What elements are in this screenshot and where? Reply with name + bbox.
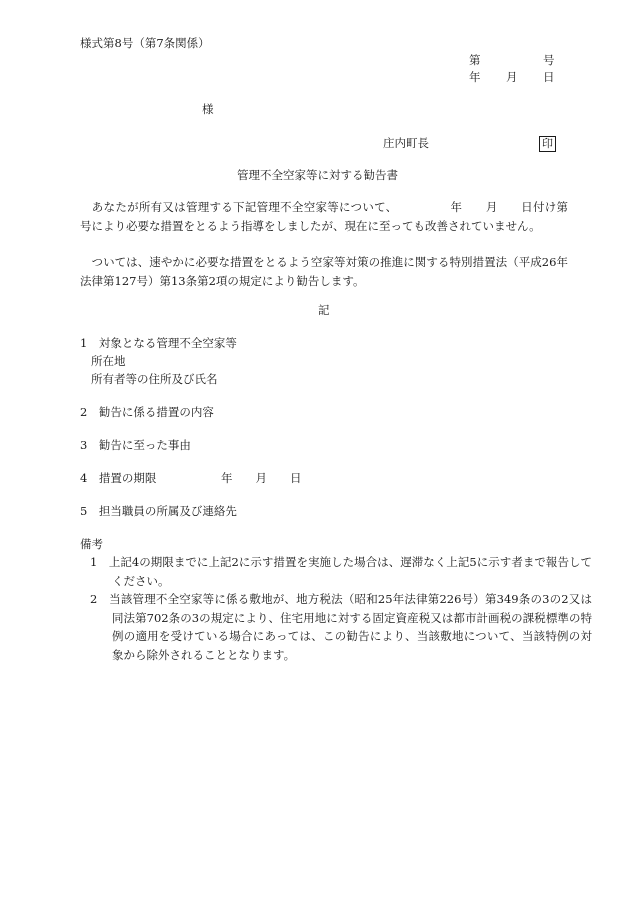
item-1: 1 対象となる管理不全空家等 — [80, 336, 237, 350]
date-day: 日 — [543, 70, 555, 84]
note-2: 2 当該管理不全空家等に係る敷地が、地方税法（昭和25年法律第226号）第349条の3の2又は同法第702条の3の規定により、住宅用地に対する固定資産税又は都市計画税の課税標準の特例の適用を受けている場合にあっては、この勧告により、当該敷地について、当該特例の対象から除外されることとなります。 — [90, 592, 592, 662]
body-paragraph-1-text: あなたが所有又は管理する下記管理不全空家等について、 年 月 日付け第 号により必要な措置をとるよう指導をしましたが、現在に至っても改善されていません。 — [80, 200, 591, 233]
seal-mark: 印 — [539, 136, 556, 152]
item-3: 3 勧告に至った事由 — [80, 438, 191, 452]
body-paragraph-2 — [80, 253, 568, 290]
date-year: 年 — [469, 70, 481, 84]
item-1-location: 所在地 — [91, 354, 126, 368]
item-4: 4 措置の期限 — [80, 471, 157, 485]
item-5: 5 担当職員の所属及び連絡先 — [80, 504, 237, 518]
date-month: 月 — [506, 70, 518, 84]
note-1: 1 上記4の期限までに上記2に示す措置を実施した場合は、遅滞なく上記5に示す者まで報告してください。 — [90, 555, 592, 588]
item-4-date: 年 月 日 — [221, 471, 302, 485]
doc-number-go: 号 — [543, 53, 555, 67]
body-paragraph-1 — [80, 198, 591, 235]
notes-heading: 備考 — [80, 537, 103, 551]
item-2: 2 勧告に係る措置の内容 — [80, 405, 214, 419]
ki-heading: 記 — [318, 303, 330, 317]
item-1-owner: 所有者等の住所及び氏名 — [91, 372, 218, 386]
addressee-sama: 様 — [202, 102, 214, 116]
form-label: 様式第8号（第7条関係） — [80, 36, 210, 50]
issuer-name: 庄内町長 — [383, 136, 429, 150]
document-title: 管理不全空家等に対する勧告書 — [237, 168, 398, 182]
doc-number-dai: 第 — [469, 53, 481, 67]
body-paragraph-2-text: ついては、速やかに必要な措置をとるよう空家等対策の推進に関する特別措置法（平成26年法律第127号）第13条第2項の規定により勧告します。 — [80, 255, 568, 288]
